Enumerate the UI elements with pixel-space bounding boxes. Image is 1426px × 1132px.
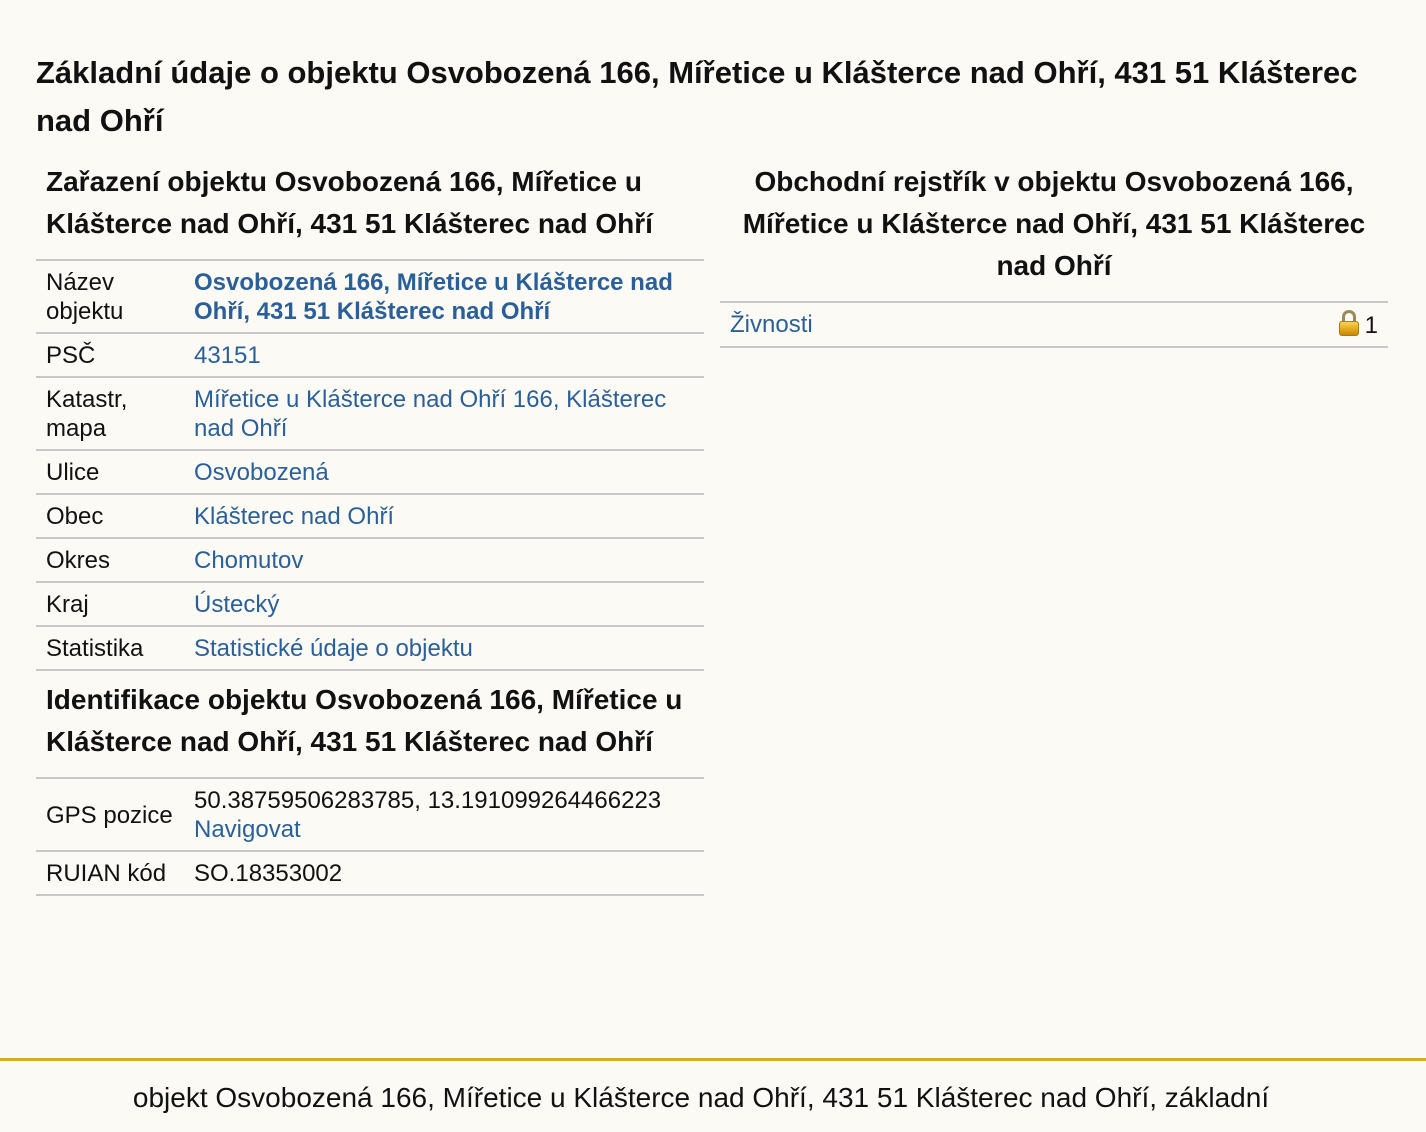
street-link[interactable]: Osvobozená: [194, 459, 329, 486]
table-row: [36, 377, 704, 450]
trades-link[interactable]: Živnosti: [730, 311, 813, 338]
row-label-region: Kraj: [36, 582, 184, 626]
row-value-gps: [184, 778, 704, 851]
trades-count: 1: [1364, 312, 1378, 339]
identification-table: [36, 777, 704, 896]
table-row: [36, 333, 704, 377]
table-row: [36, 538, 704, 582]
region-link[interactable]: Ústecký: [194, 591, 280, 618]
row-label-ruian: RUIAN kód: [36, 851, 184, 895]
row-value-psc: [184, 333, 704, 377]
row-label-municipality: Obec: [36, 494, 184, 538]
navigate-link[interactable]: Navigovat: [194, 816, 301, 843]
row-value-street: [184, 450, 704, 494]
gps-coordinates: 50.38759506283785, 13.191099264466223: [194, 787, 662, 814]
table-row: [36, 494, 704, 538]
object-name-link[interactable]: Osvobozená 166, Mířetice u Klášterce nad Ohří, 431 51 Klášterec nad Ohří: [194, 269, 673, 325]
footer-divider: [0, 1058, 1426, 1061]
row-value-municipality: [184, 494, 704, 538]
identification-heading: Identifikace objektu Osvobozená 166, Mířetice u Klášterce nad Ohří, 431 51 Klášterec nad Ohří: [46, 684, 683, 757]
district-link[interactable]: Chomutov: [194, 547, 304, 574]
row-value-object-name: [184, 260, 704, 333]
row-value-ruian: SO.18353002: [184, 851, 704, 895]
row-value-cadastre: [184, 377, 704, 450]
footer-text: objekt Osvobozená 166, Mířetice u Klášterce nad Ohří, 431 51 Klášterec nad Ohří, základní: [132, 1082, 1270, 1113]
table-row: [36, 450, 704, 494]
psc-link[interactable]: 43151: [194, 342, 261, 369]
page-title: Základní údaje o objektu Osvobozená 166, Mířetice u Klášterce nad Ohří, 431 51 Klášterec nad Ohří: [36, 55, 1358, 138]
classification-table: [36, 259, 704, 671]
row-label-street: Ulice: [36, 450, 184, 494]
table-row: [36, 260, 704, 333]
lock-icon: [1339, 310, 1359, 336]
statistics-link[interactable]: Statistické údaje o objektu: [194, 635, 473, 662]
table-row: [720, 302, 1388, 347]
row-label-object-name: Název objektu: [36, 260, 184, 333]
table-row: [36, 778, 704, 851]
left-column: [36, 161, 704, 896]
row-value-trades: [720, 302, 1143, 347]
classification-heading: Zařazení objektu Osvobozená 166, Mířetice u Klášterce nad Ohří, 431 51 Klášterec nad Ohří: [46, 166, 653, 239]
cadastre-map-link[interactable]: Mířetice u Klášterce nad Ohří 166, Klášterec nad Ohří: [194, 386, 667, 442]
trades-count-cell: [1143, 302, 1388, 347]
table-row: [36, 626, 704, 670]
row-label-psc: PSČ: [36, 333, 184, 377]
row-label-cadastre: Katastr, mapa: [36, 377, 184, 450]
row-label-gps: GPS pozice: [36, 778, 184, 851]
row-value-statistics: [184, 626, 704, 670]
business-register-heading: Obchodní rejstřík v objektu Osvobozená 166, Mířetice u Klášterce nad Ohří, 431 51 Klášterec nad Ohří: [742, 166, 1366, 281]
business-register-table: [720, 301, 1388, 348]
table-row: [36, 851, 704, 895]
right-column: [720, 161, 1388, 348]
row-label-statistics: Statistika: [36, 626, 184, 670]
table-row: [36, 582, 704, 626]
municipality-link[interactable]: Klášterec nad Ohří: [194, 503, 395, 530]
row-value-district: [184, 538, 704, 582]
row-value-region: [184, 582, 704, 626]
row-label-district: Okres: [36, 538, 184, 582]
